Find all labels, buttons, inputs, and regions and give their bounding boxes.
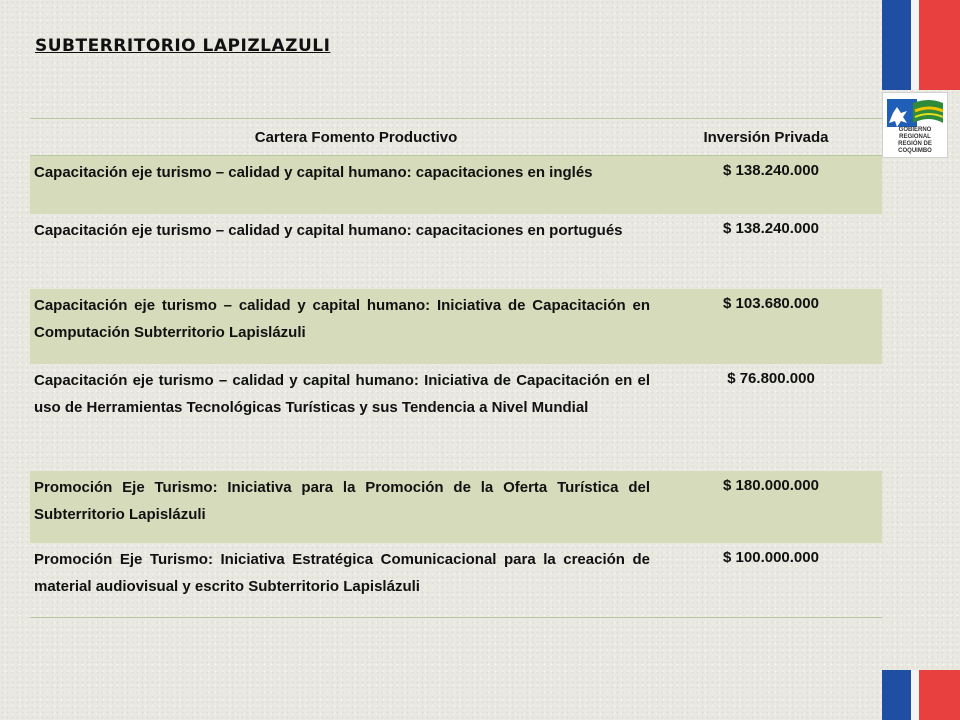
- page-title: SUBTERRITORIO LAPIZLAZULI: [35, 36, 331, 56]
- row-description: Capacitación eje turismo – calidad y capital humano: Iniciativa de Capacitación en el uso de Herramientas Tecnológicas Turísticas y sus Tendencia a Nivel Mundial: [34, 372, 650, 416]
- row-amount: $ 103.680.000: [723, 295, 819, 312]
- investment-table: [30, 118, 882, 618]
- row-amount: $ 138.240.000: [723, 220, 819, 237]
- row-description: Capacitación eje turismo – calidad y capital humano: Iniciativa de Capacitación en Computación Subterritorio Lapislázuli: [34, 297, 650, 341]
- row-description: Promoción Eje Turismo: Iniciativa Estratégica Comunicacional para la creación de material audiovisual y escrito Subterritorio Lapislázuli: [34, 551, 650, 595]
- flag-stripe-top: [882, 0, 960, 90]
- flag-stripe-bottom: [882, 670, 960, 720]
- row-description: Capacitación eje turismo – calidad y capital humano: capacitaciones en inglés: [34, 164, 593, 181]
- table-header: [30, 119, 882, 156]
- row-amount: $ 100.000.000: [723, 549, 819, 566]
- gobierno-regional-logo: [882, 92, 948, 158]
- row-amount: $ 180.000.000: [723, 477, 819, 494]
- table-row: [30, 364, 882, 471]
- table-row: [30, 543, 882, 618]
- row-description: Promoción Eje Turismo: Iniciativa para la Promoción de la Oferta Turística del Subterritorio Lapislázuli: [34, 479, 650, 523]
- row-description: Capacitación eje turismo – calidad y capital humano: capacitaciones en portugués: [34, 222, 623, 239]
- header-inversion: Inversión Privada: [703, 128, 829, 146]
- logo-line-2: REGIÓN DE COQUIMBO: [898, 141, 932, 154]
- table-row: [30, 156, 882, 214]
- table-row: [30, 289, 882, 364]
- table-row: [30, 471, 882, 543]
- row-amount: $ 76.800.000: [727, 370, 815, 387]
- header-cartera: Cartera Fomento Productivo: [254, 128, 458, 146]
- logo-line-1: GOBIERNO REGIONAL: [898, 127, 932, 140]
- table-row: [30, 214, 882, 289]
- row-amount: $ 138.240.000: [723, 162, 819, 179]
